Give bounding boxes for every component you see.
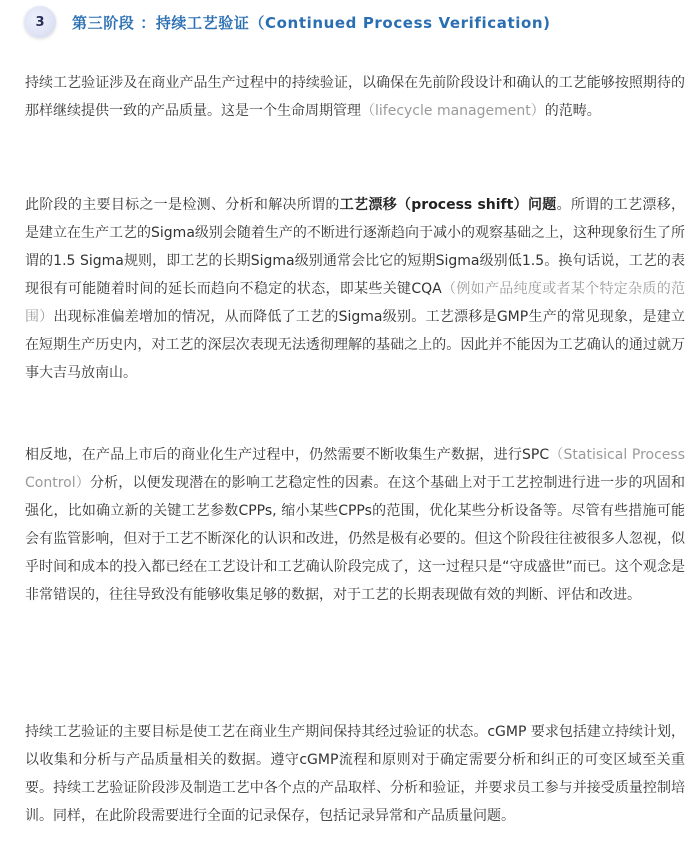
paragraph-3 [25, 441, 685, 609]
paragraph-4-text: 持续工艺验证的主要目标是使工艺在商业生产期间保持其经过验证的状态。cGMP 要求包括建立持续计划，以收集和分析与产品质量相关的数据。遵守cGMP流程和原则对于确定需要分析和纠正的可变区域至关重要。持续工艺验证阶段涉及制造工艺中各个点的产品取样、分析和验证，并要求员工参与并接受质量控制培训。同样，在此阶段需要进行全面的记录保存，包括记录异常和产品质量问题。 [25, 724, 685, 824]
paragraph-4 [25, 718, 685, 830]
section-title: 第三阶段 ：持续工艺验证（Continued Process Verification) [72, 13, 551, 32]
section-number-badge: 3 [24, 6, 56, 38]
paragraph-3-body: 分析，以便发现潜在的影响工艺稳定性的因素。在这个基础上对于工艺控制进行进一步的巩固和强化，比如确立新的关键工艺参数CPPs, 缩小某些CPPs的范围，优化某些分析设备等。尽管有些措施可能会有监管影响，但对于工艺不断深化的认识和改进，仍然是极有必要的。但这个阶段往往被很多人忽视，似乎时间和成本的投入都已经在工艺设计和工艺确认阶段完成了，这一过程只是“守成盛世”而已。这个观念是非常错误的，往往导致没有能够收集足够的数据，对于工艺的长期表现做有效的判断、评估和改进。 [25, 475, 685, 603]
section-header [24, 6, 551, 38]
paragraph-2-body: 。所谓的工艺漂移，是建立在生产工艺的Sigma级别会随着生产的不断进行逐渐趋向于减小的观察基础之上，这种现象衍生了所谓的1.5 Sigma规则，即工艺的长期Sigma级别通常会比它的短期Sigma级别低1.5。换句话说，工艺的表现很有可能随着时间的延长而趋向不稳定的状态，即某些关键CQA [25, 197, 686, 297]
spc-term: （Statisical Process Control） [25, 447, 685, 491]
paragraph-1-tail: 的范畴。 [544, 103, 601, 119]
paragraph-3-intro: 相反地，在产品上市后的商业化生产过程中，仍然需要不断收集生产数据，进行SPC [25, 447, 550, 463]
paragraph-2-intro: 此阶段的主要目标之一是检测、分析和解决所谓的 [25, 197, 340, 213]
process-shift-term: 工艺漂移（process shift）问题 [339, 197, 557, 213]
paragraph-1-text: 持续工艺验证涉及在商业产品生产过程中的持续验证，以确保在先前阶段设计和确认的工艺能够按照期待的那样继续提供一致的产品质量。这是一个生命周期管理 [25, 75, 685, 119]
paragraph-2 [25, 191, 685, 387]
paragraph-1 [25, 69, 685, 125]
cqa-example-note: （例如产品纯度或者某个特定杂质的范围） [25, 281, 685, 325]
paragraph-2-tail: 出现标准偏差增加的情况，从而降低了工艺的Sigma级别。工艺漂移是GMP生产的常见现象，是建立在短期生产历史内，对工艺的深层次表现无法透彻理解的基础之上的。因此并不能因为工艺确认的通过就万事大吉马放南山。 [25, 309, 686, 381]
lifecycle-management-term: （lifecycle management） [361, 103, 545, 119]
